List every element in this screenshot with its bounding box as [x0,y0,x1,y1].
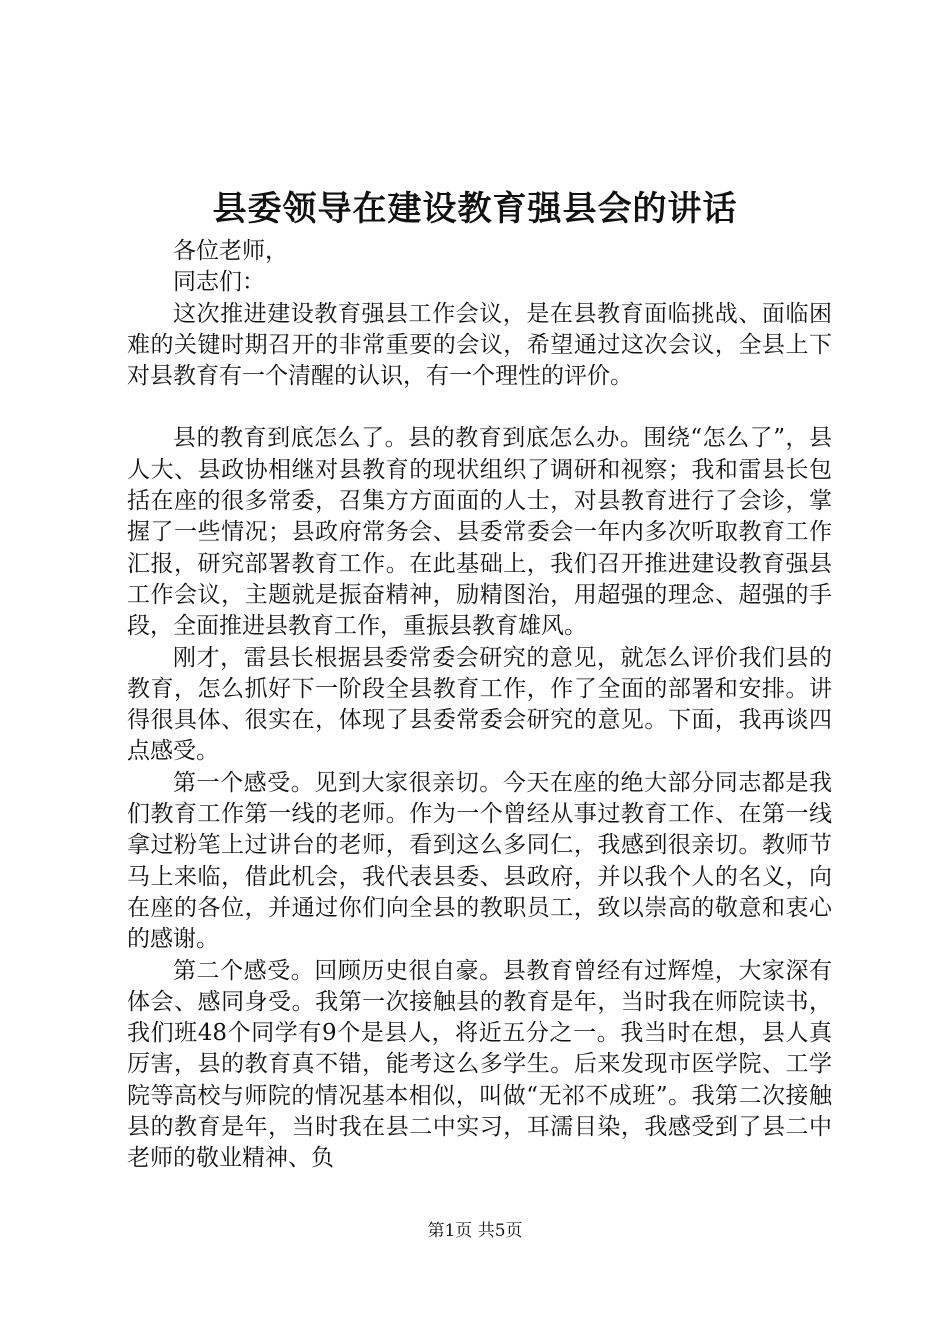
document-title: 县委领导在建设教育强县会的讲话 [212,189,738,229]
paragraph-1: 这次推进建设教育强县工作会议，是在县教育面临挑战、面临困难的关键时期召开的非常重要的会议，希望通过这次会议，全县上下对县教育有一个清醒的认识，有一个理性的评价。 [127,300,832,390]
greeting-line-2: 同志们： [173,269,265,296]
paragraph-5: 第二个感受。回顾历史很自豪。县教育曾经有过辉煌，大家深有体会、感同身受。我第一次接触县的教育是年，当时我在师院读书，我们班48个同学有9个是县人，将近五分之一。我当时在想，县人真厉害，县的教育真不错，能考这么多学生。后来发现市医学院、工学院等高校与师院的情况基本相似，叫做“无祁不成班”。我第二次接触县的教育是年，当时我在县二中实习，耳濡目染，我感受到了县二中老师的敬业精神、负 [127,957,832,1172]
document-body [127,236,832,1175]
paragraph-3: 刚才，雷县长根据县委常委会研究的意见，就怎么评价我们县的教育，怎么抓好下一阶段全县教育工作，作了全面的部署和安排。讲得很具体、很实在，体现了县委常委会研究的意见。下面，我再谈四点感受。 [127,644,832,765]
paragraph-4: 第一个感受。见到大家很亲切。今天在座的绝大部分同志都是我们教育工作第一线的老师。作为一个曾经从事过教育工作、在第一线拿过粉笔上过讲台的老师，看到这么多同仁，我感到很亲切。教师节马上来临，借此机会，我代表县委、县政府，并以我个人的名义，向在座的各位，并通过你们向全县的教职员工，致以崇高的敬意和衷心的感谢。 [127,769,832,953]
greeting-line-1: 各位老师， [173,238,288,264]
paragraph-2: 县的教育到底怎么了。县的教育到底怎么办。围绕“怎么了”，县人大、县政协相继对县教育的现状组织了调研和视察；我和雷县长包括在座的很多常委，召集方方面面的人士，对县教育进行了会诊，掌握了一些情况；县政府常务会、县委常委会一年内多次听取教育工作汇报，研究部署教育工作。在此基础上，我们召开推进建设教育强县工作会议，主题就是振奋精神，励精图治，用超强的理念、超强的手段，全面推进县教育工作，重振县教育雄风。 [127,425,832,640]
page-footer: 第1页 共5页 [427,1221,523,1241]
